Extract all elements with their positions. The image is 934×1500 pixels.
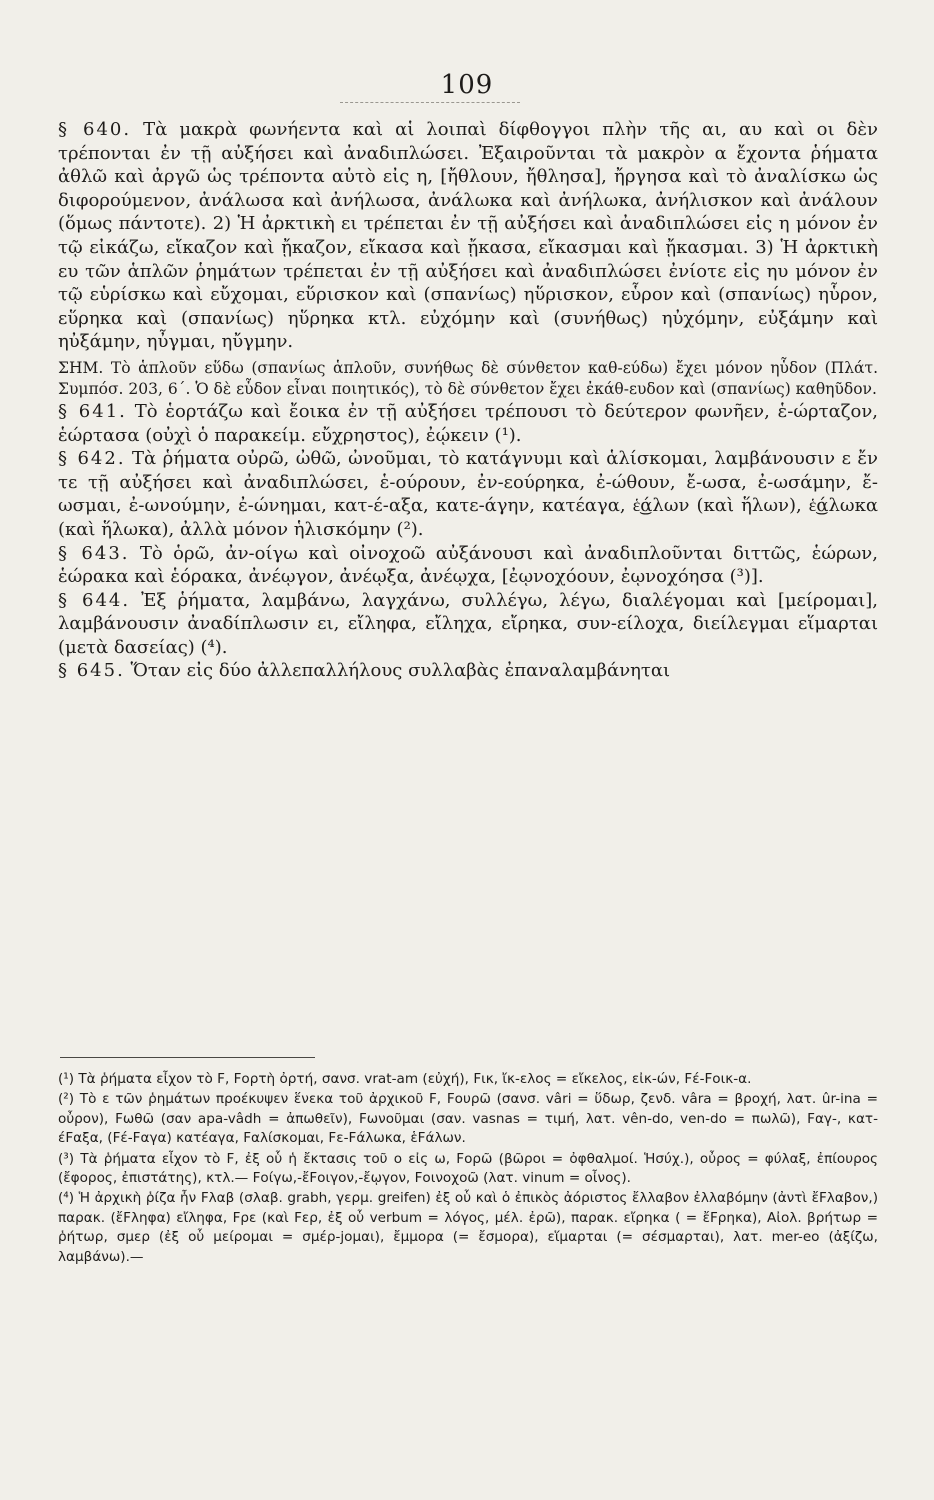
section-mark: § 642. <box>58 448 126 470</box>
section-640 <box>58 118 878 354</box>
section-643 <box>58 542 878 589</box>
page-number: 109 <box>440 70 494 100</box>
footnote-separator <box>60 1057 315 1058</box>
footnotes <box>58 1070 878 1268</box>
section-text: Τὰ μακρὰ φωνήεντα καὶ αἱ λοιπαὶ δίφθογγοι πλὴν τῆς αι, αυ καὶ οι δὲν τρέπονται ἐν τῇ αὐξήσει καὶ ἀναδιπλώσει. Ἐξαιροῦνται τὰ μακρὸν α ἔχοντα ῥήματα ἀθλῶ καὶ ἀργῶ ὡς τρέποντα αὐτὸ εἰς η, [ἤθλουν, ἤθλησα], ἤργησα καὶ τὸ ἀναλίσκω ὡς διφορούμενον, ἀνάλωσα καὶ ἀνήλωσα, ἀνάλωκα καὶ ἀνήλωκα, ἀνήλισκον καὶ ἀνάλουν (ὅμως πάντοτε). 2) Ἡ ἀρκτικὴ ει τρέπεται ἐν τῇ αὐξήσει καὶ ἀναδιπλώσει εἰς η μόνον ἐν τῷ εἰκάζω, εἴκαζον καὶ ᾔκαζον, εἴκασα καὶ ᾔκασα, εἴκασμαι καὶ ᾔκασμαι. 3) Ἡ ἀρκτικὴ ευ τῶν ἁπλῶν ῥημάτων τρέπεται ἐν τῇ αὐξήσει καὶ ἀναδιπλώσει ἐνίοτε εἰς ηυ μόνον ἐν τῷ εὑρίσκω καὶ εὔχομαι, εὕρισκον καὶ (σπανίως) ηὕρισκον, εὗρον καὶ (σπανίως) ηὗρον, εὕρηκα καὶ (σπανίως) ηὕρηκα κτλ. εὐχόμην καὶ (συνήθως) ηὐχόμην, εὐξάμην καὶ ηὐξάμην, ηὖγμαι, ηὔγμην. <box>58 119 878 353</box>
section-text: Ὅταν εἰς δύο ἀλλεπαλλήλους συλλαβὰς ἐπαναλαμβάνηται <box>130 660 671 682</box>
section-642 <box>58 447 878 541</box>
main-text <box>58 118 878 683</box>
footnote-2: (²) Τὸ ε τῶν ῥημάτων προέκυψεν ἕνεκα τοῦ ἀρχικοῦ F, Fουρῶ (σανσ. vâri = ὕδωρ, ζενδ. vâra = βροχή, λατ. ûr-ina = οὖρον), Fωθῶ (σαν apa-vâdh = ἀπωθεῖν), Fωνοῦμαι (σαν. vasnas = τιμή, λατ. vên-do, ven-do = πωλῶ), Fαγ-, κατ-έFαξα, (Fέ-Fαγα) κατέαγα, Fαλίσκομαι, Fε-Fάλωκα, ἑFάλων. <box>58 1091 878 1147</box>
section-644 <box>58 589 878 660</box>
section-641 <box>58 400 878 447</box>
section-mark: § 643. <box>58 542 130 564</box>
section-mark: § 640. <box>58 119 132 140</box>
section-mark: § 641. <box>58 400 127 422</box>
header-ornament-rule <box>340 102 520 103</box>
section-mark: § 644. <box>58 589 131 611</box>
note-mark: ΣΗΜ. <box>58 358 104 377</box>
note-sem <box>58 358 878 400</box>
footnote-1: (¹) Τὰ ῥήματα εἶχον τὸ F, Fορτὴ ὀρτή, σανσ. vrat-am (εὐχή), Fικ, ἴκ-ελος = εἴκελος, εἰκ-ών, Fέ-Fοικ-α. <box>58 1071 752 1087</box>
section-mark: § 645. <box>58 660 125 682</box>
footnote-4: (⁴) Ἡ ἀρχικὴ ῥίζα ἦν Fλαβ (σλαβ. grabh, γερμ. greifen) ἐξ οὗ καὶ ὁ ἐπικὸς ἀόριστος ἔλλαβον ἐλλαβόμην (ἀντὶ ἔFλαβον,) παρακ. (ἔFληφα) εἴληφα, Fρε (καὶ Fερ, ἐξ οὗ verbum = λόγος, μέλ. ἐρῶ), παρακ. εἴρηκα ( = ἔFρηκα), Αἰολ. βρήτωρ = ῥήτωρ, σμερ (ἐξ οὗ μείρομαι = σμέρ-jομαι), ἔμμορα (= ἔσμορα), εἵμαρται (= σέσμαρται), λατ. mer-eo (ἀξίζω, λαμβάνω).— <box>58 1190 878 1265</box>
section-text: Τὰ ῥήματα οὐρῶ, ὠθῶ, ὠνοῦμαι, τὸ κατάγνυμι καὶ ἁλίσκομαι, λαμβάνουσιν ε ἔν τε τῇ αὐξήσει καὶ ἀναδιπλώσει, ἑ-ούρουν, ἐν-εούρηκα, ἐ-ώθουν, ἔ-ωσα, ἐ-ωσάμην, ἔ-ωσμαι, ἐ-ωνούμην, ἐ-ώνημαι, κατ-έ-αξα, κατε-άγην, κατέαγα, ἑ͜άλων (καὶ ἥλων), ἑ͜άλωκα (καὶ ἥλωκα), ἀλλὰ μόνον ἡλισκόμην (²). <box>58 448 878 540</box>
section-text: Τὸ ἑορτάζω καὶ ἔοικα ἐν τῇ αὐξήσει τρέπουσι τὸ δεύτερον φωνῆεν, ἑ-ώρταζον, ἑώρτασα (οὐχὶ ὁ παρακείμ. εὔχρηστος), ἐῴκειν (¹). <box>58 400 878 446</box>
section-text: Τὸ ὁρῶ, ἀν-οίγω καὶ οἰνοχοῶ αὐξάνουσι καὶ ἀναδιπλοῦνται διττῶς, ἑώρων, ἑώρακα καὶ ἑόρακα, ἀνέῳγον, ἀνέῳξα, ἀνέῳχα, [ἐῳνοχόουν, ἐῳνοχόησα (³)]. <box>58 542 878 588</box>
section-645 <box>58 659 878 683</box>
section-text: Ἐξ ῥήματα, λαμβάνω, λαγχάνω, συλλέγω, λέγω, διαλέγομαι καὶ [μείρομαι], λαμβάνουσιν ἀναδίπλωσιν ει, εἴληφα, εἴληχα, εἴρηκα, συν-είλοχα, διείλεγμαι εἵμαρται (μετὰ δασείας) (⁴). <box>58 589 878 658</box>
note-text: Τὸ ἁπλοῦν εὕδω (σπανίως ἁπλοῦν, συνήθως δὲ σύνθετον καθ-εύδω) ἔχει μόνον ηὗδον (Πλάτ. Συμπόσ. 203, 6΄. Ὁ δὲ εὗδον εἶναι ποιητικός), τὸ δὲ σύνθετον ἔχει ἐκάθ-ευδον καὶ (σπανίως) καθηῦδον. <box>58 358 878 398</box>
footnote-3: (³) Τὰ ῥήματα εἶχον τὸ F, ἐξ οὗ ἡ ἔκτασις τοῦ ο εἰς ω, Fορῶ (βῶροι = ὀφθαλμοί. Ἡσύχ.), οὖρος = φύλαξ, ἐπίουρος (ἔφορος, ἐπιστάτης), κτλ.— Fοίγω,-ἔFοιγον,-ἔῳγον, Fοινοχοῶ (λατ. vinum = οἶνος). <box>58 1150 878 1187</box>
